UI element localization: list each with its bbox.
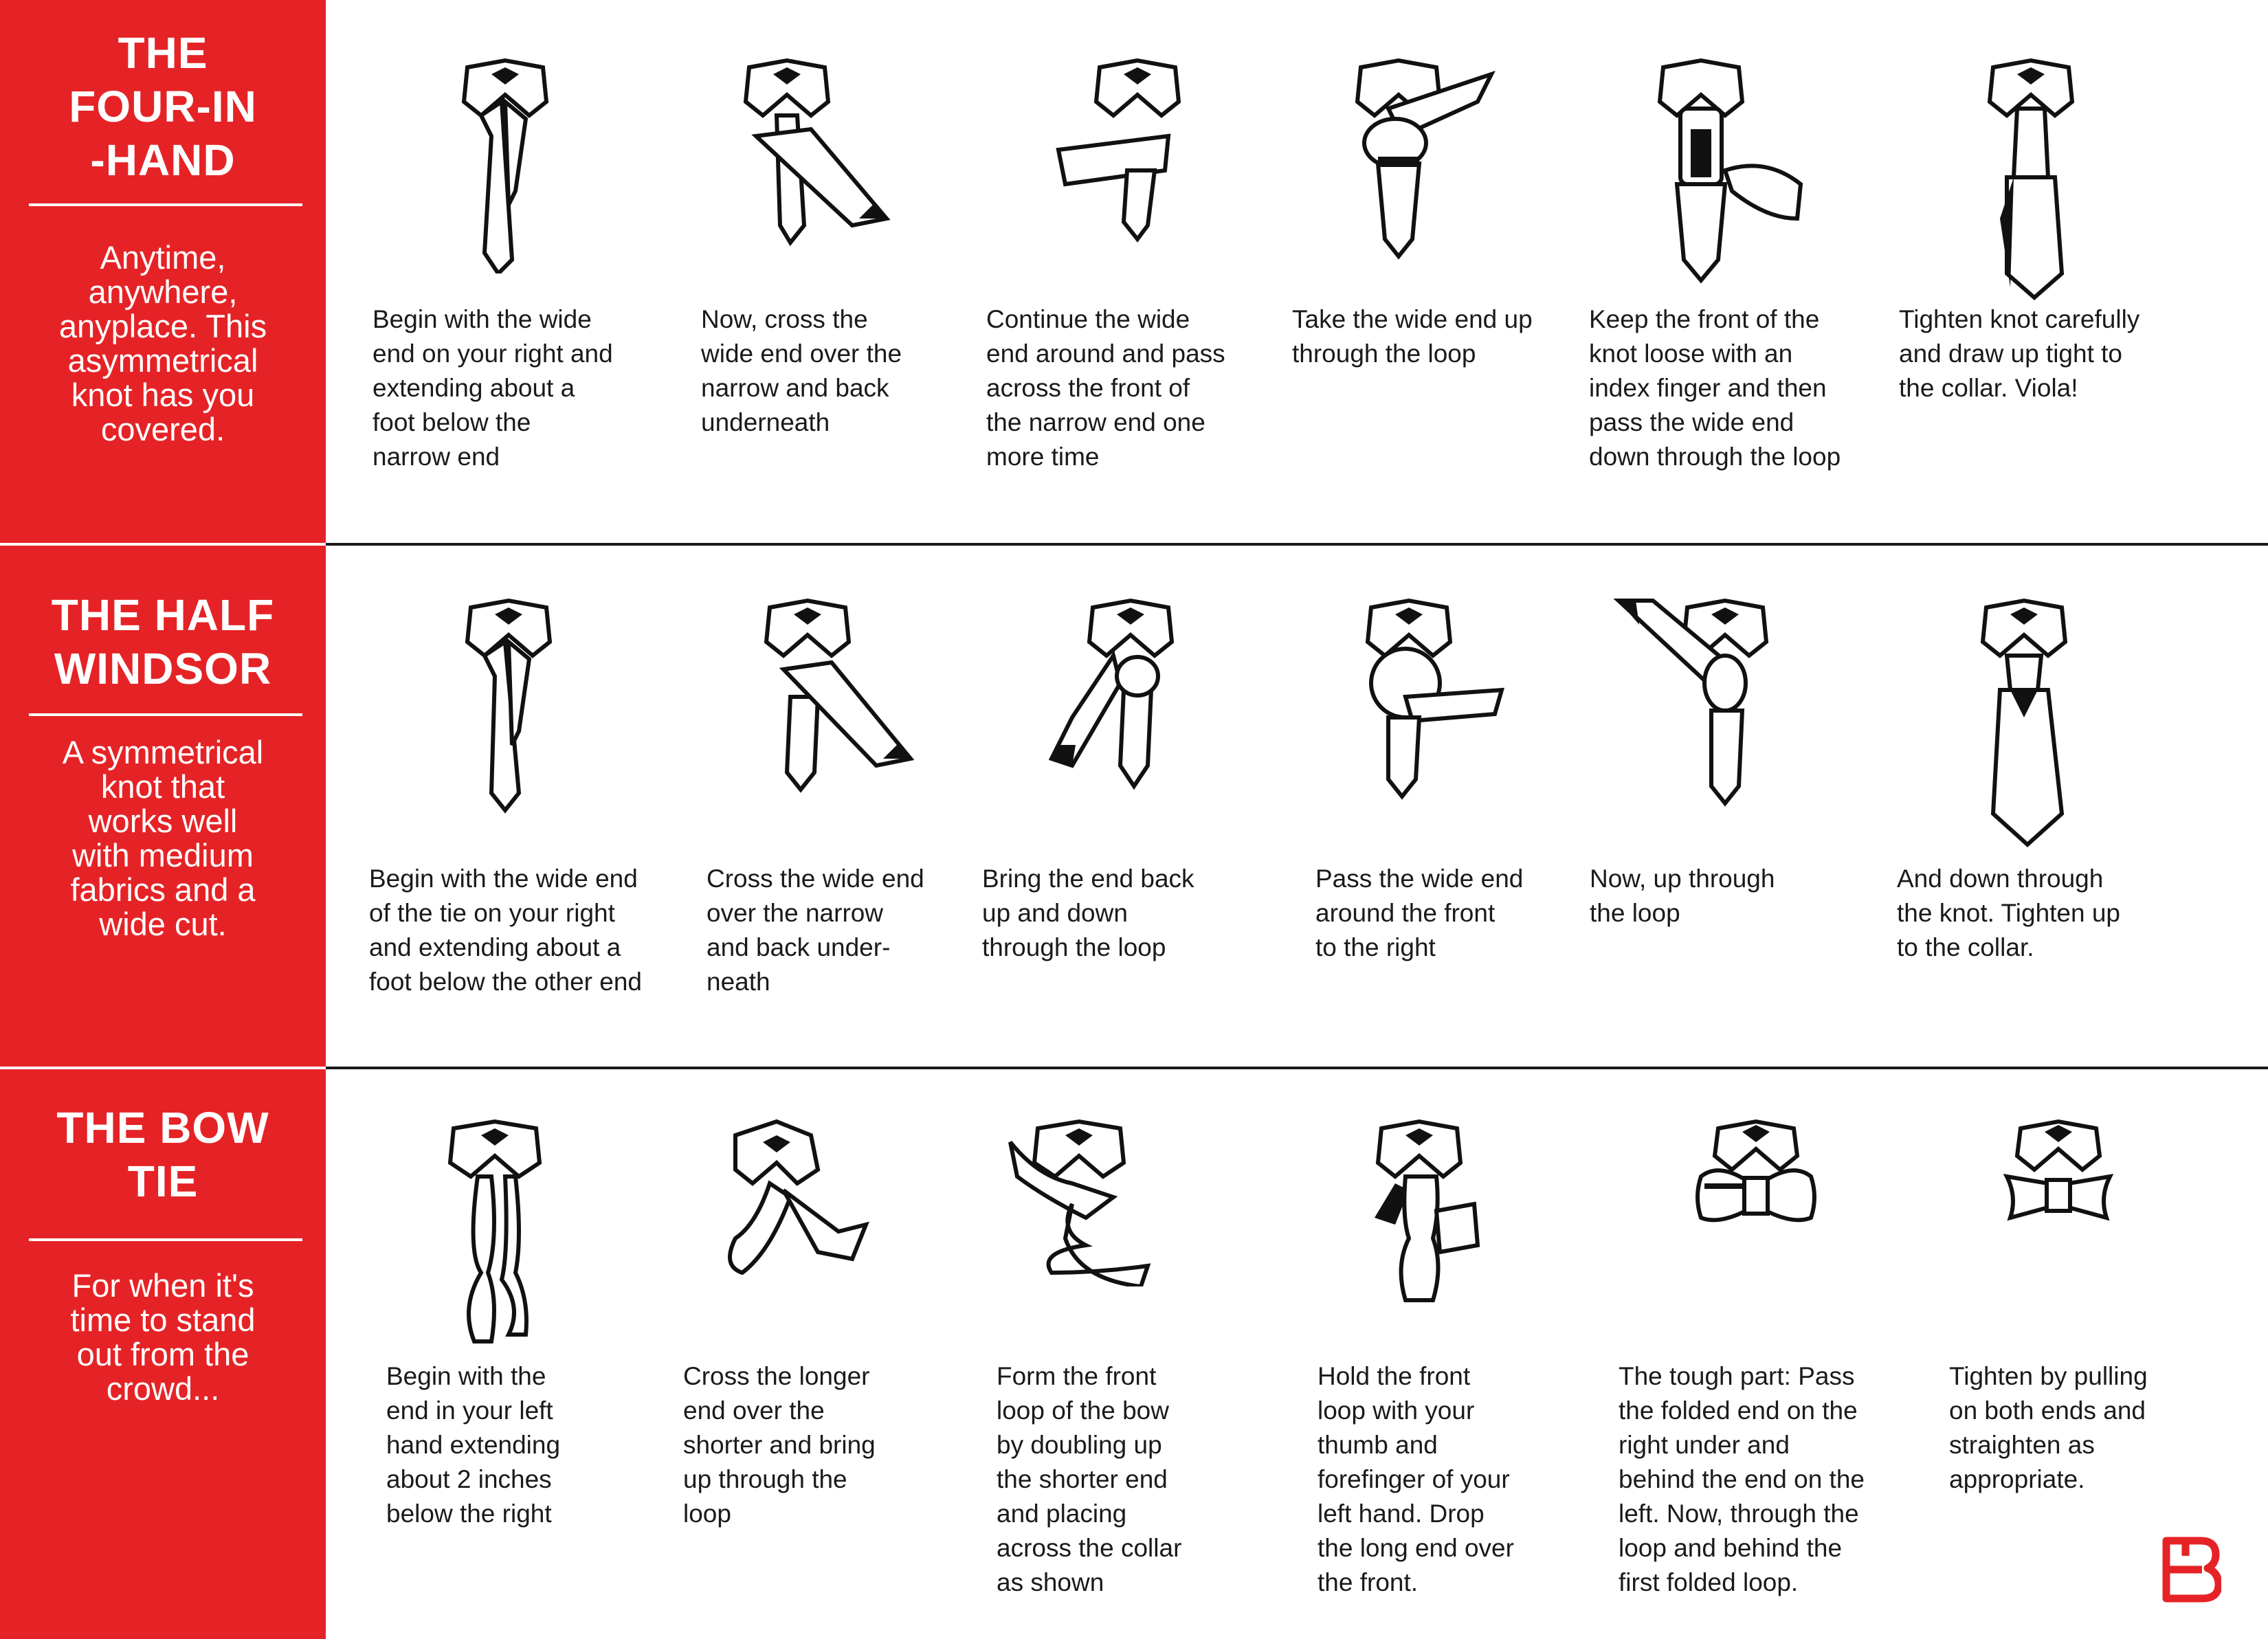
step-caption: And down through the knot. Tighten up to the collar. (1897, 865, 2121, 961)
step-caption: Begin with the wide end on your right and extending about a foot below the narrow end (373, 305, 613, 471)
step-caption: Now, cross the wide end over the narrow and back underneath (701, 305, 902, 436)
half-windsor-step-4-icon (1357, 594, 1509, 800)
step-caption: Cross the wide end over the narrow and back under- neath (707, 865, 924, 996)
four-in-hand-step-6-icon (1979, 54, 2089, 301)
step-caption: Hold the front loop with your thumb and forefinger of your left hand. Drop the long end over the front. (1318, 1362, 1514, 1596)
bow-tie-step-1-icon (440, 1115, 550, 1348)
step-caption: Cross the longer end over the shorter and bring up through the loop (683, 1362, 876, 1528)
section-sidebar (0, 0, 326, 543)
half-windsor-step-1-icon (457, 594, 560, 814)
step-caption: Form the front loop of the bow by doubling up the shorter end and placing across the collar as shown (997, 1362, 1182, 1596)
bow-tie-step-2-icon (715, 1115, 873, 1280)
four-in-hand-step-4-icon (1347, 54, 1498, 260)
step-caption: Tighten by pulling on both ends and straighten as appropriate. (1949, 1362, 2148, 1493)
bow-tie-step-6-icon (2000, 1115, 2117, 1245)
step-caption: Now, up through the loop (1590, 865, 1775, 927)
title-rule (29, 1238, 302, 1241)
half-windsor-step-6-icon (1972, 594, 2082, 848)
title-rule (29, 713, 302, 716)
step-caption: Continue the wide end around and pass across the front of the narrow end one more time (986, 305, 1225, 471)
section-title: THE FOUR-IN -HAND (69, 28, 257, 185)
bow-tie-step-5-icon (1691, 1115, 1821, 1252)
section-bow-tie (0, 1069, 2268, 1639)
section-sidebar (0, 546, 326, 1067)
step-caption: Begin with the end in your left hand extending about 2 inches below the right (386, 1362, 561, 1528)
title-rule (29, 203, 302, 206)
section-description: Anytime, anywhere, anyplace. This asymmetrical knot has you covered. (58, 239, 267, 447)
step-caption: Keep the front of the knot loose with an index finger and then pass the wide end down through the loop (1589, 305, 1841, 471)
section-title: THE HALF WINDSOR (51, 590, 275, 693)
step-caption: Begin with the wide end of the tie on your right and extending about a foot below the other end (369, 865, 643, 996)
four-in-hand-step-1-icon (454, 54, 557, 274)
section-description: A symmetrical knot that works well with medium fabrics and a wide cut. (62, 734, 264, 942)
section-description: For when it's time to stand out from the crowd... (70, 1267, 256, 1407)
step-caption: Take the wide end up through the loop (1292, 305, 1533, 368)
step-caption: Bring the end back up and down through the loop (982, 865, 1194, 961)
step-caption: Tighten knot carefully and draw up tight to the collar. Viola! (1899, 305, 2140, 402)
four-in-hand-step-2-icon (735, 54, 893, 260)
bow-tie-step-4-icon (1368, 1115, 1485, 1307)
section-half-windsor (0, 546, 2268, 1067)
step-caption: The tough part: Pass the folded end on the right under and behind the end on the left. Now, through the loop and behind the first folded loop. (1619, 1362, 1865, 1596)
four-in-hand-step-5-icon (1649, 54, 1808, 287)
section-sidebar (0, 1069, 326, 1639)
four-in-hand-step-3-icon (1052, 54, 1189, 246)
brand-logo-icon (2159, 1535, 2221, 1607)
half-windsor-step-3-icon (1045, 594, 1182, 793)
section-title: THE BOW TIE (56, 1103, 269, 1206)
half-windsor-step-5-icon (1612, 594, 1777, 814)
bow-tie-step-3-icon (997, 1115, 1161, 1286)
step-caption: Pass the wide end around the front to the right (1315, 865, 1524, 961)
half-windsor-step-2-icon (756, 594, 914, 793)
section-four-in-hand (0, 0, 2268, 543)
